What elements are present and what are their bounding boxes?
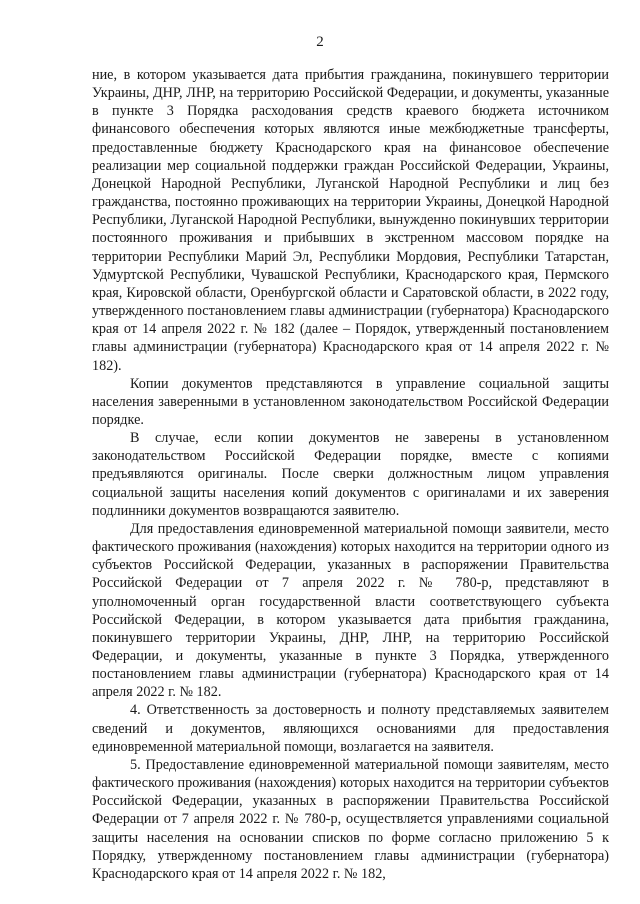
paragraph-copies-not-certified: В случае, если копии документов не заверены в установленном законодательством Российской Федерации порядке, вместе с копиями предъявляются оригиналы. После сверки должностным лицом управления социальной защиты населения копий документов с оригиналами и их заверения подлинники документов возвращаются заявителю. bbox=[92, 430, 609, 519]
document-body bbox=[92, 66, 609, 883]
paragraph-item-5-provision: 5. Предоставление единовременной материальной помощи заявителям, место фактического проживания (нахождения) которых находится на территории субъектов Российской Федерации, указанных в распоряжении Правительства Российской Федерации от 7 апреля 2022 г. № 780-р, осуществляется управлениями социальной защиты населения на основании списков по форме согласно приложению 5 к Порядку, утвержденному постановлением главы администрации (губернатора) Краснодарского края от 14 апреля 2022 г. № 182, bbox=[92, 756, 609, 882]
paragraph-continuation: ние, в котором указывается дата прибытия гражданина, покинувшего территории Украины, ДНР, ЛНР, на территорию Российской Федерации, и документы, указанные в пункте 3 Порядка расходования средств краевого бюджета источником финансового обеспечения которых являются иные межбюджетные трансферты, предоставленные бюджету Краснодарского края на финансовое обеспечение реализации мер социальной поддержки граждан Российской Федерации, Украины, Донецкой Народной Республики, Луганской Народной Республики и лиц без гражданства, постоянно проживающих на территории Украины, Донецкой Народной Республики, Луганской Народной Республики, вынужденно покинувших территории постоянного проживания и прибывших в экстренном массовом порядке на территории Республики Марий Эл, Республики Мордовия, Республики Татарстан, Удмуртской Республики, Чувашской Республики, Краснодарского края, Пермского края, Кировской области, Оренбургской области и Саратовской области, в 2022 году, утвержденного постановлением главы администрации (губернатора) Краснодарского края от 14 апреля 2022 г. № 182 (далее – Порядок, утвержденный постановлением главы администрации (губернатора) Краснодарского края от 14 апреля 2022 г. № 182). bbox=[92, 67, 609, 374]
paragraph-other-regions: Для предоставления единовременной материальной помощи заявители, место фактического проживания (нахождения) которых находится на территории одного из субъектов Российской Федерации, указанных в распоряжении Правительства Российской Федерации от 7 апреля 2022 г. № 780-р, представляют в уполномоченный орган государственной власти соответствующего субъекта Российской Федерации, в котором указывается дата прибытия гражданина, покинувшего территории Украины, ДНР, ЛНР, на территорию Российской Федерации, и документы, указанные в пункте 3 Порядка, утвержденного постановлением главы администрации (губернатора) Краснодарского края от 14 апреля 2022 г. № 182. bbox=[92, 520, 609, 701]
paragraph-copies-certified: Копии документов представляются в управление социальной защиты населения заверенными в установленном законодательством Российской Федерации порядке. bbox=[92, 375, 609, 428]
page-number: 2 bbox=[316, 34, 324, 50]
paragraph-item-4-responsibility: 4. Ответственность за достоверность и полноту представляемых заявителем сведений и документов, являющихся основаниями для предоставления единовременной материальной помощи, возлагается на заявителя. bbox=[92, 702, 609, 755]
